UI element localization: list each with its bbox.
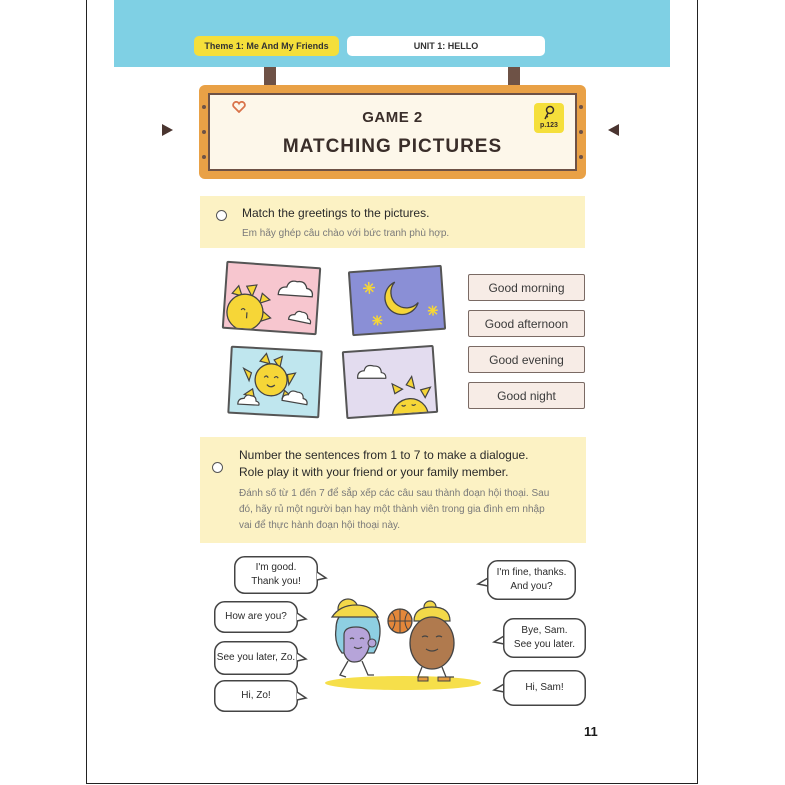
bubble-line: I'm fine, thanks. [496,567,567,578]
task2-instruction-en-2: Role play it with your friend or your family member. [239,465,509,479]
star-icon [363,282,376,295]
characters-illustration [318,595,488,700]
task1-instruction-vi: Em hãy ghép câu chào với bức tranh phù hợp. [242,228,450,239]
sign-panel [208,93,577,171]
task2-instruction-en-1: Number the sentences from 1 to 7 to make a dialogue. [239,448,529,462]
bubble-line: Thank you! [251,576,301,587]
cloud-icon [278,280,313,297]
bubble-line: Bye, Sam. [521,625,568,636]
sun-icon [226,283,273,332]
speech-bubble[interactable] [214,680,298,712]
basketball-icon [388,609,412,633]
picture-afternoon[interactable] [227,346,322,419]
bubble-line: I'm good. [255,562,297,573]
game-number: GAME 2 [362,109,423,126]
bubble-line: And you? [510,581,553,592]
sign-bolt [579,155,583,159]
task2-instruction-vi-3: vai để thực hành đoạn hội thoại này. [239,520,401,531]
header-banner [114,0,670,67]
character-sam [410,601,454,681]
cloud-icon [238,395,260,406]
heart-icon [232,100,246,118]
sign-bolt [202,105,206,109]
picture-night[interactable] [348,265,446,336]
page-number: 11 [584,724,598,739]
picture-evening[interactable] [342,345,439,419]
cloud-icon [288,311,311,324]
greeting-good-night[interactable]: Good night [468,382,585,409]
speech-bubble[interactable] [234,556,318,594]
sign-bolt [579,105,583,109]
page-ref: p.123 [540,122,558,129]
arrow-left-icon [608,124,619,136]
speech-bubble[interactable] [503,618,586,658]
sign-bolt [202,155,206,159]
moon-icon [384,281,419,316]
speech-bubble[interactable] [503,670,586,706]
speech-bubble[interactable] [487,560,576,600]
unit-label: UNIT 1: HELLO [347,36,545,56]
speech-bubble[interactable] [214,601,298,633]
character-zo [332,599,380,677]
task1-checkbox[interactable] [216,210,227,221]
sign-bolt [579,130,583,134]
key-icon [542,105,556,121]
theme-label: Theme 1: Me And My Friends [194,36,339,56]
greeting-good-afternoon[interactable]: Good afternoon [468,310,585,337]
picture-morning[interactable] [222,261,322,335]
game-title: MATCHING PICTURES [282,136,503,157]
greeting-good-evening[interactable]: Good evening [468,346,585,373]
sun-icon [390,375,433,418]
bubble-line: See you later. [513,639,576,650]
sun-icon [242,352,296,399]
page-ref-badge[interactable] [534,103,564,133]
star-icon [372,315,383,326]
bubble-line: How are you? [225,611,287,622]
task2-instruction-vi-1: Đánh số từ 1 đến 7 để sắp xếp các câu sau thành đoạn hội thoại. Sau [239,488,550,499]
bubble-line: Hi, Zo! [241,690,271,701]
task1-instruction-en: Match the greetings to the pictures. [242,206,430,220]
sign-bolt [202,130,206,134]
bubble-line: See you later, Zo. [216,652,296,663]
task2-checkbox[interactable] [212,462,223,473]
arrow-right-icon [162,124,173,136]
star-icon [427,305,438,316]
game-sign [199,85,586,179]
speech-bubble[interactable] [214,641,298,675]
cloud-icon [357,364,386,380]
bubble-line: Hi, Sam! [525,682,564,693]
greeting-good-morning[interactable]: Good morning [468,274,585,301]
task2-instruction-vi-2: đó, hãy rủ một người bạn hay một thành viên trong gia đình em nhập [239,504,545,515]
